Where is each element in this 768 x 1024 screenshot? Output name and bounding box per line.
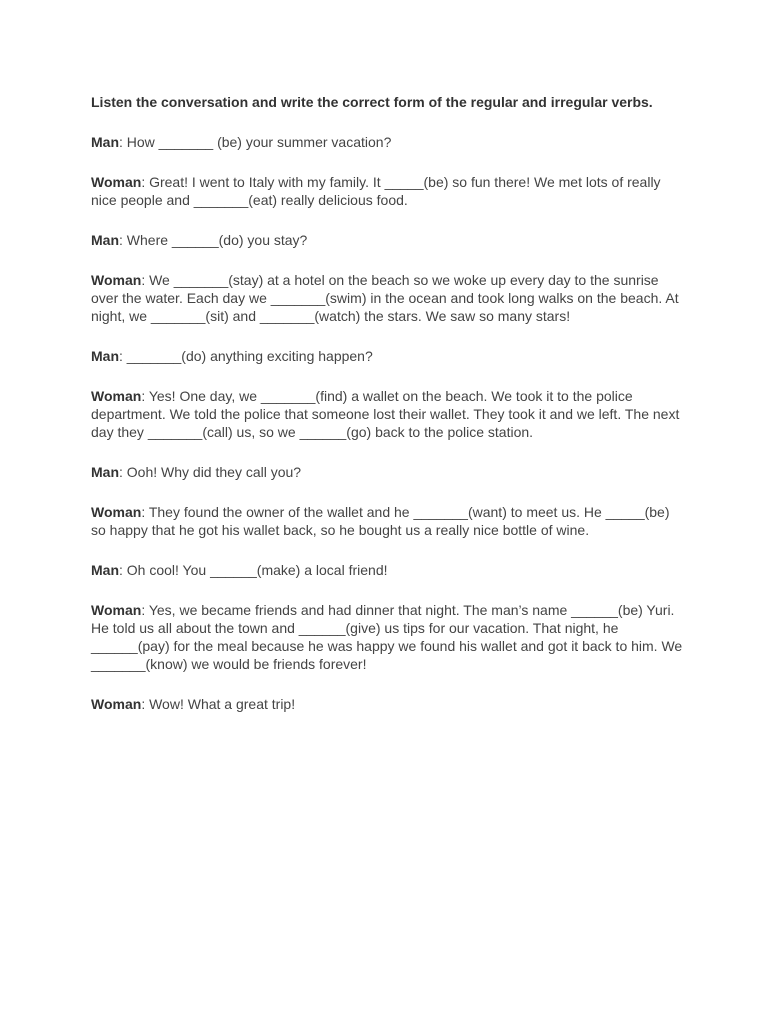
dialogue-line xyxy=(91,601,688,673)
dialogue-line xyxy=(91,231,688,249)
dialogue-line xyxy=(91,695,688,713)
speaker-name: Man xyxy=(91,348,119,364)
dialogue-text: : _______(do) anything exciting happen? xyxy=(119,348,373,364)
dialogue-line xyxy=(91,271,688,325)
dialogue-line xyxy=(91,387,688,441)
speaker-name: Woman xyxy=(91,696,142,712)
speaker-name: Woman xyxy=(91,272,142,288)
dialogue-line xyxy=(91,463,688,481)
dialogue-line xyxy=(91,561,688,579)
dialogue-text: : They found the owner of the wallet and he _______(want) to meet us. He _____(be) so happy that he got his wallet back, so he bought us a really nice bottle of wine. xyxy=(91,504,670,538)
speaker-name: Man xyxy=(91,562,119,578)
speaker-name: Man xyxy=(91,134,119,150)
dialogue-text: : Yes, we became friends and had dinner that night. The man’s name ______(be) Yuri. He told us all about the town and ______(give) us tips for our vacation. That night, he ______(pay) for the meal because he was happy we found his wallet and got it back to him. We _______(know) we would be friends forever! xyxy=(91,602,683,672)
dialogue-line xyxy=(91,347,688,365)
dialogue-text: : Oh cool! You ______(make) a local friend! xyxy=(119,562,388,578)
speaker-name: Man xyxy=(91,232,119,248)
speaker-name: Man xyxy=(91,464,119,480)
speaker-name: Woman xyxy=(91,602,142,618)
dialogue-line xyxy=(91,133,688,151)
dialogue-text: : Wow! What a great trip! xyxy=(141,696,296,712)
dialogue-text: : We _______(stay) at a hotel on the beach so we woke up every day to the sunrise over the water. Each day we _______(swim) in the ocean and took long walks on the beach. At night, we _______(sit) and _______(watch) the stars. We saw so many stars! xyxy=(91,272,679,324)
dialogue-line xyxy=(91,503,688,539)
dialogue-text: : Great! I went to Italy with my family. It _____(be) so fun there! We met lots of really nice people and _______(eat) really delicious food. xyxy=(91,174,661,208)
speaker-name: Woman xyxy=(91,504,142,520)
instructions-heading: Listen the conversation and write the correct form of the regular and irregular verbs. xyxy=(91,94,653,110)
dialogue-text: : Yes! One day, we _______(find) a wallet on the beach. We took it to the police department. We told the police that someone lost their wallet. They took it and we left. The next day they _______(call) us, so we ______(go) back to the police station. xyxy=(91,388,680,440)
dialogue-text: : How _______ (be) your summer vacation? xyxy=(119,134,392,150)
dialogue-line xyxy=(91,173,688,209)
speaker-name: Woman xyxy=(91,388,142,404)
dialogue-text: : Ooh! Why did they call you? xyxy=(119,464,302,480)
speaker-name: Woman xyxy=(91,174,142,190)
dialogue-text: : Where ______(do) you stay? xyxy=(119,232,308,248)
